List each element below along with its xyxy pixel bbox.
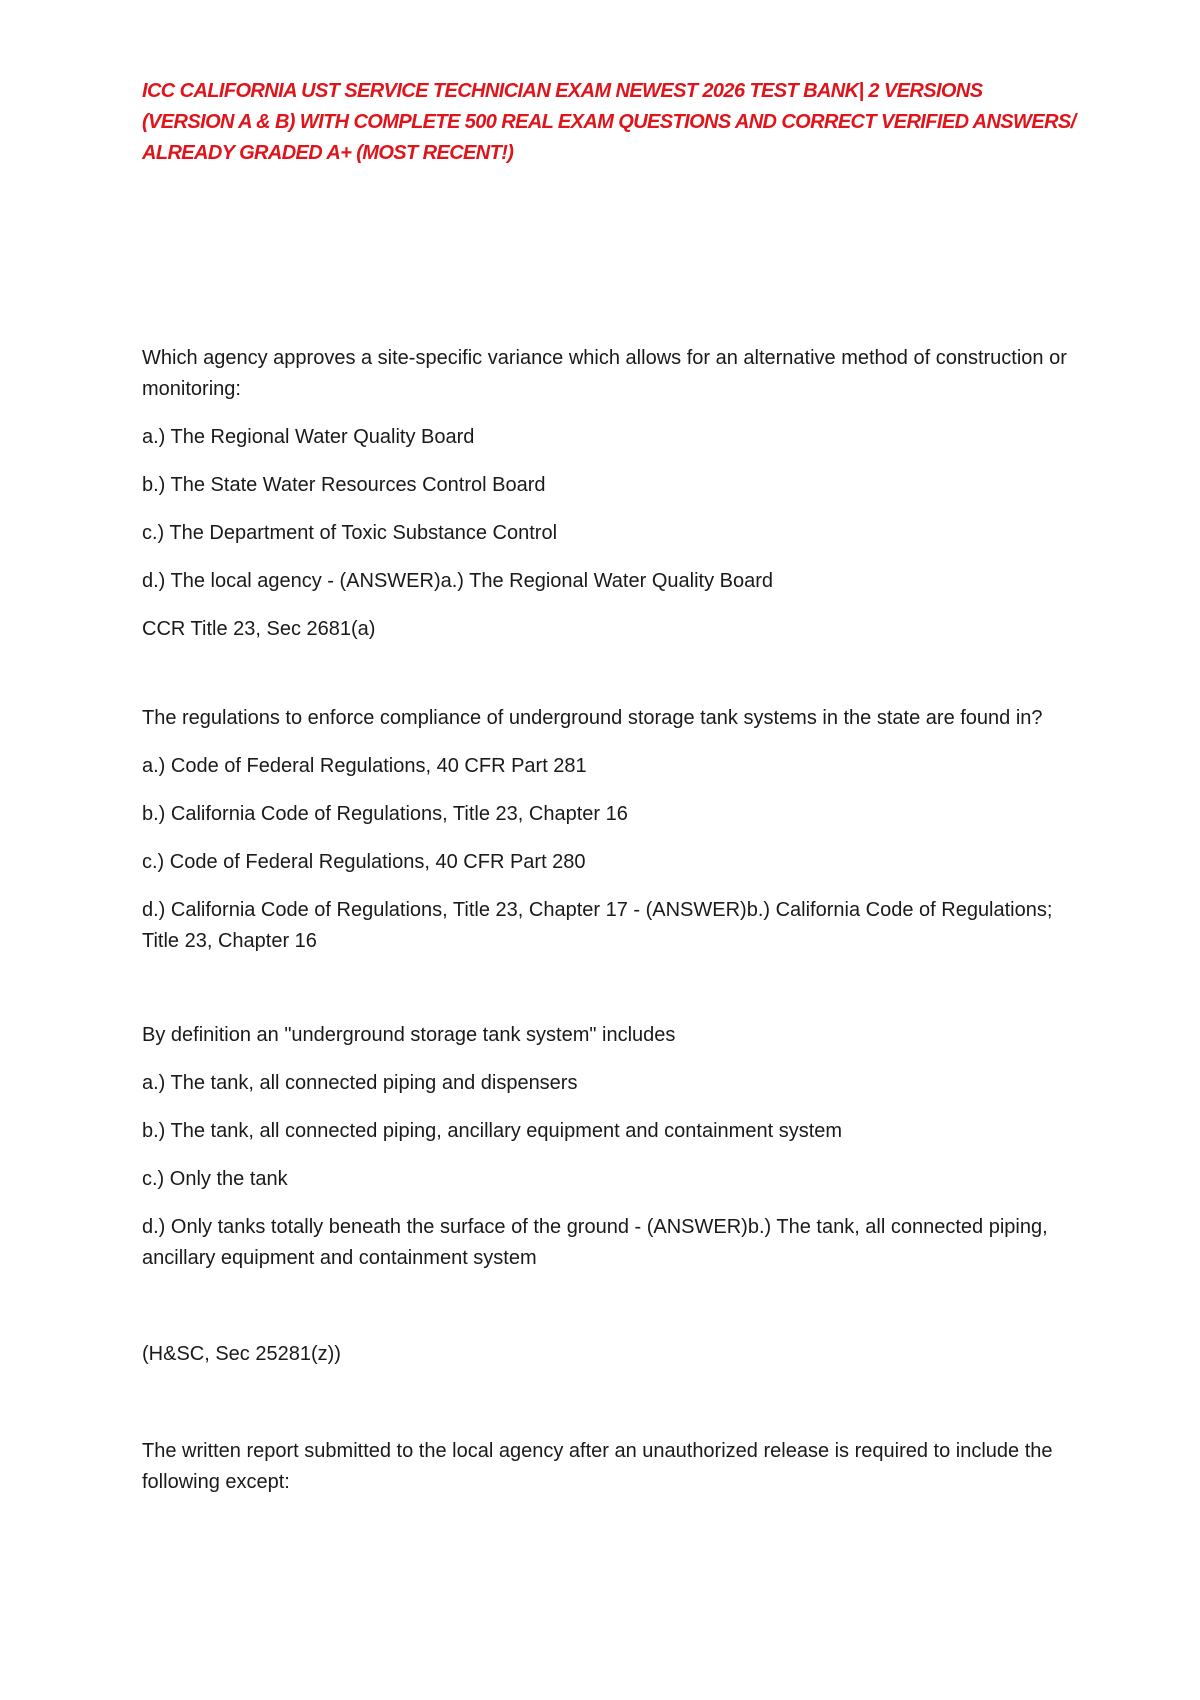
question-block: [142, 703, 1082, 957]
answer-option: a.) Code of Federal Regulations, 40 CFR Part 281: [142, 755, 587, 777]
answer-option: d.) Only tanks totally beneath the surface of the ground - (ANSWER)b.) The tank, all connected piping, ancillary equipment and containment system: [142, 1216, 1048, 1269]
answer-option: a.) The Regional Water Quality Board: [142, 426, 475, 448]
answer-option: c.) Only the tank: [142, 1168, 288, 1190]
question-block: [142, 1020, 1082, 1370]
answer-option: d.) California Code of Regulations, Title 23, Chapter 17 - (ANSWER)b.) California Code of Regulations; Title 23, Chapter 16: [142, 899, 1053, 952]
answer-option: c.) The Department of Toxic Substance Control: [142, 522, 558, 544]
question-reference: CCR Title 23, Sec 2681(a): [142, 618, 376, 640]
question-block: [142, 343, 1082, 645]
question-text: The regulations to enforce compliance of underground storage tank systems in the state are found in?: [142, 707, 1043, 729]
answer-option: a.) The tank, all connected piping and dispensers: [142, 1072, 578, 1094]
answer-option: b.) California Code of Regulations, Title 23, Chapter 16: [142, 803, 628, 825]
answer-option: d.) The local agency - (ANSWER)a.) The Regional Water Quality Board: [142, 570, 773, 592]
answer-option: c.) Code of Federal Regulations, 40 CFR Part 280: [142, 851, 586, 873]
question-text: The written report submitted to the local agency after an unauthorized release is required to include the following except:: [142, 1440, 1053, 1493]
question-block: [142, 1436, 1082, 1498]
question-list: [142, 343, 1082, 1515]
question-reference: (H&SC, Sec 25281(z)): [142, 1343, 341, 1365]
answer-option: b.) The tank, all connected piping, ancillary equipment and containment system: [142, 1120, 843, 1142]
document-title: ICC CALIFORNIA UST SERVICE TECHNICIAN EXAM NEWEST 2026 TEST BANK| 2 VERSIONS (VERSION A & B) WITH COMPLETE 500 REAL EXAM QUESTIONS AND CORRECT VERIFIED ANSWERS/ ALREADY GRADED A+ (MOST RECENT!): [142, 80, 1076, 164]
answer-option: b.) The State Water Resources Control Board: [142, 474, 546, 496]
question-text: By definition an "underground storage tank system" includes: [142, 1024, 676, 1046]
question-text: Which agency approves a site-specific variance which allows for an alternative method of construction or monitoring:: [142, 347, 1067, 400]
